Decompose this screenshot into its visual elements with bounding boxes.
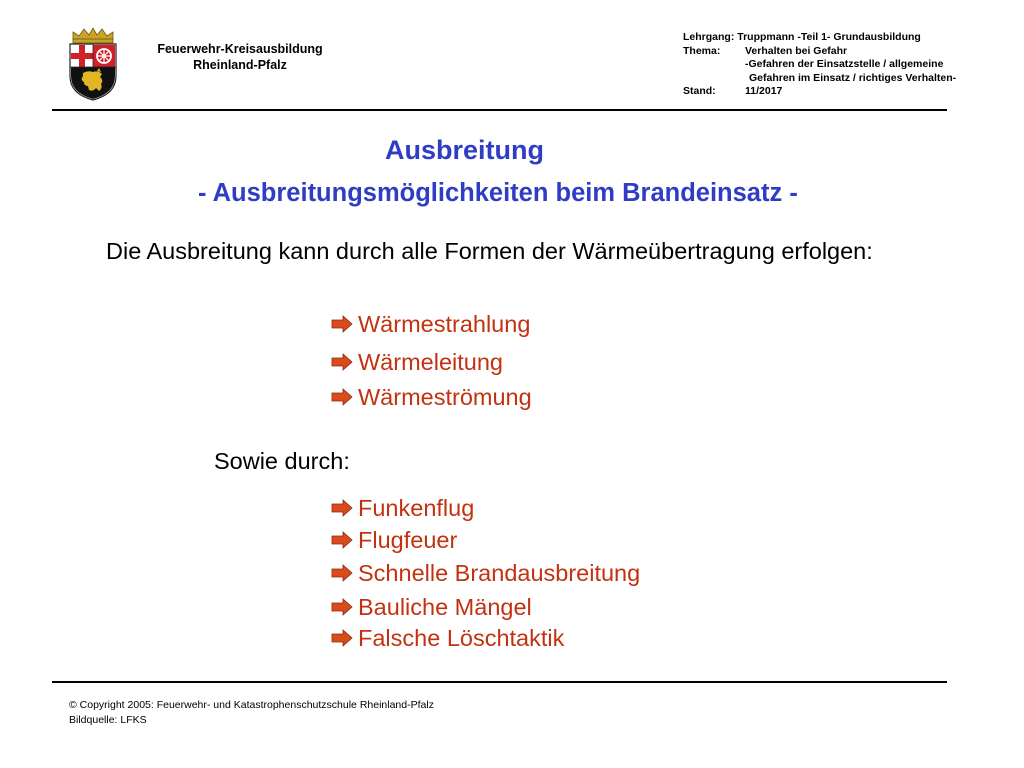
list-item bbox=[331, 526, 457, 554]
page-title: Ausbreitung bbox=[385, 135, 544, 165]
meta-course-value: Truppmann -Teil 1- Grundausbildung bbox=[737, 31, 921, 43]
meta-course-row bbox=[683, 31, 956, 45]
list-item bbox=[331, 624, 564, 652]
meta-course-key: Lehrgang: bbox=[683, 31, 735, 43]
meta-topic-key: Thema: bbox=[683, 44, 721, 57]
header-divider bbox=[52, 109, 947, 111]
arrow-right-icon bbox=[331, 531, 353, 549]
list-item bbox=[331, 348, 503, 376]
intro-text: Die Ausbreitung kann durch alle Formen der Wärmeübertragung erfolgen: bbox=[106, 238, 873, 264]
copyright-text: © Copyright 2005: Feuerwehr- und Katastrophenschutzschule Rheinland-Pfalz bbox=[69, 699, 434, 711]
arrow-right-icon bbox=[331, 315, 353, 333]
list-item bbox=[331, 593, 532, 621]
organisation-line-2: Rheinland-Pfalz bbox=[193, 58, 287, 72]
coat-of-arms-icon bbox=[66, 26, 120, 102]
meta-status-value: 11/2017 bbox=[745, 85, 783, 97]
list-item-label: Wärmeleitung bbox=[358, 349, 503, 375]
arrow-right-icon bbox=[331, 388, 353, 406]
footer-divider bbox=[52, 681, 947, 683]
list-item bbox=[331, 494, 474, 522]
arrow-right-icon bbox=[331, 353, 353, 371]
footer bbox=[69, 698, 434, 728]
course-meta bbox=[683, 31, 956, 99]
list-item-label: Wärmestrahlung bbox=[358, 311, 531, 337]
also-label: Sowie durch: bbox=[214, 448, 350, 474]
list-item-label: Schnelle Brandausbreitung bbox=[358, 560, 641, 586]
list-item-label: Funkenflug bbox=[358, 495, 475, 521]
meta-status-key: Stand: bbox=[683, 85, 716, 97]
image-source-text: Bildquelle: LFKS bbox=[69, 714, 147, 726]
list-item-label: Flugfeuer bbox=[358, 527, 458, 553]
organisation-name bbox=[120, 41, 360, 73]
meta-topic-value: Verhalten bei Gefahr bbox=[745, 44, 848, 57]
arrow-right-icon bbox=[331, 629, 353, 647]
list-item bbox=[331, 559, 640, 587]
list-item-label: Wärmeströmung bbox=[358, 384, 532, 410]
list-item bbox=[331, 383, 532, 411]
arrow-right-icon bbox=[331, 499, 353, 517]
page-subtitle: - Ausbreitungsmöglichkeiten beim Brandeinsatz - bbox=[198, 179, 798, 207]
list-item-label: Bauliche Mängel bbox=[358, 594, 532, 620]
list-item bbox=[331, 310, 530, 338]
meta-status-row bbox=[683, 85, 956, 99]
arrow-right-icon bbox=[331, 598, 353, 616]
list-item-label: Falsche Löschtaktik bbox=[358, 625, 565, 651]
meta-topic-row bbox=[683, 45, 956, 59]
arrow-right-icon bbox=[331, 564, 353, 582]
meta-topic-line-2: -Gefahren der Einsatzstelle / allgemeine bbox=[745, 58, 944, 70]
meta-topic-line-3: Gefahren im Einsatz / richtiges Verhalten- bbox=[749, 71, 957, 84]
organisation-line-1: Feuerwehr-Kreisausbildung bbox=[157, 42, 323, 56]
